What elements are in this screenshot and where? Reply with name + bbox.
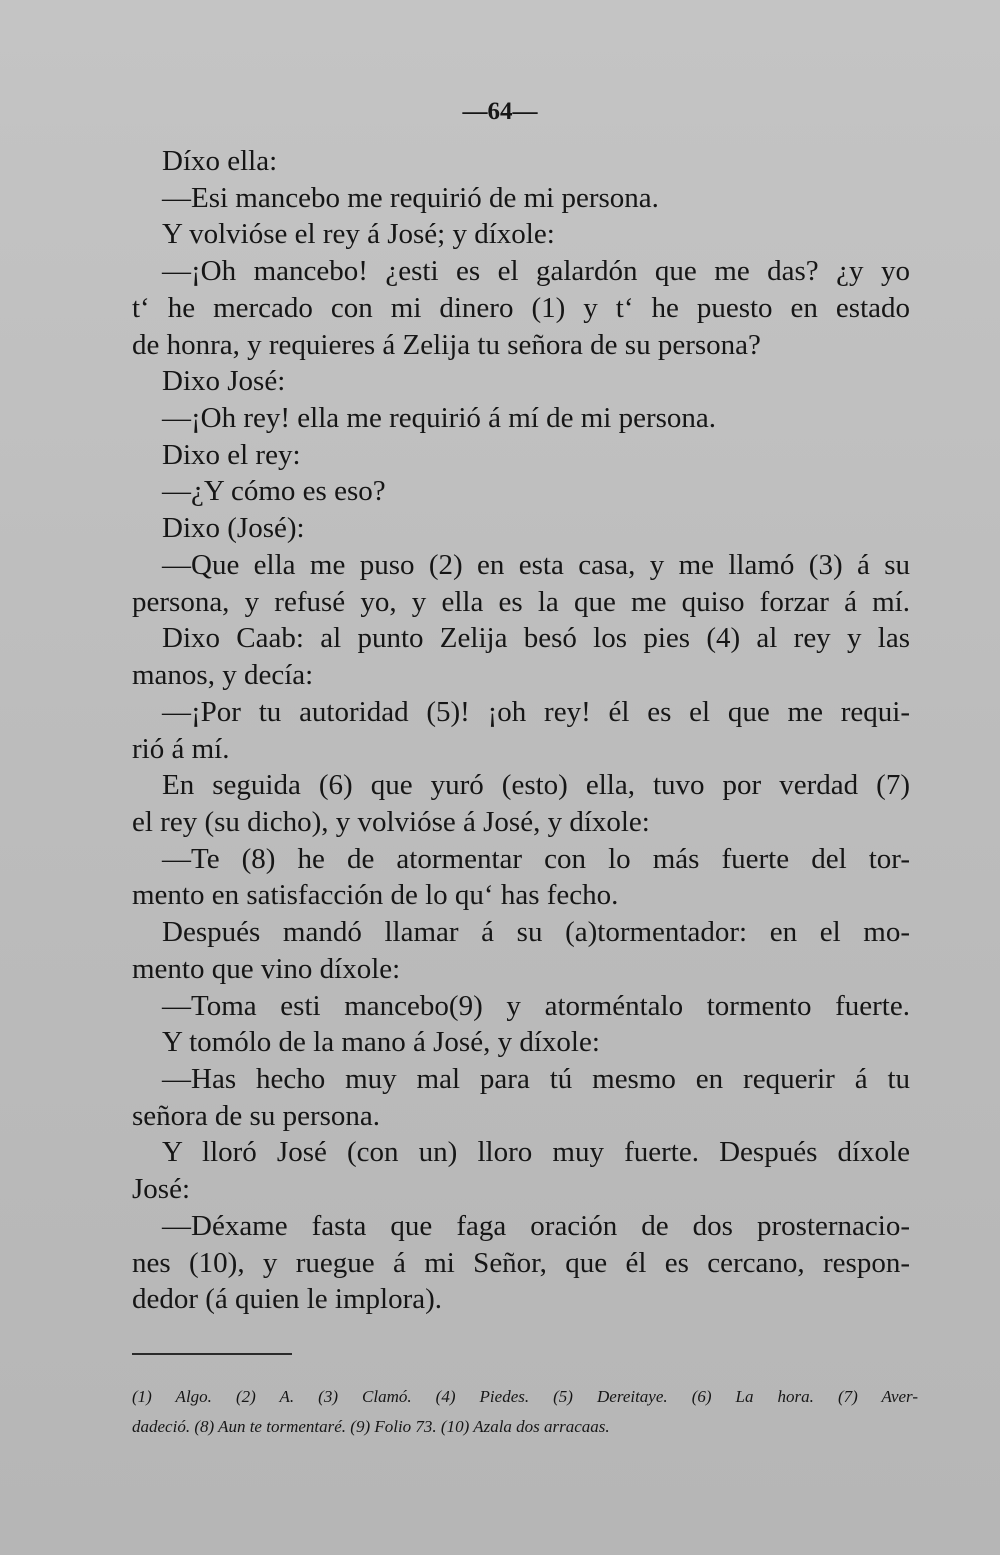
text-line: Y volvióse el rey á José; y díxole: (162, 218, 555, 251)
text-line: Dixo (José): (162, 512, 305, 545)
text-line: Dixo el rey: (162, 438, 301, 471)
text-line: mento en satisfacción de lo qu‘ has fecho. (132, 879, 619, 912)
body-text (132, 143, 910, 1318)
text-line: Dixo Caab: al punto Zelija besó los pies (4) al rey y las (162, 622, 910, 655)
text-line: —¡Oh rey! ella me requirió á mí de mi persona. (162, 402, 717, 435)
text-line: mento que vino díxole: (132, 952, 401, 985)
text-line: —Te (8) he de atormentar con lo más fuerte del tor- (162, 842, 910, 875)
text-line: Díxo ella: (162, 145, 278, 177)
text-line: Y lloró José (con un) lloro muy fuerte. Después díxole (162, 1136, 910, 1169)
text-line: —Toma esti mancebo(9) y atorméntalo tormento fuerte. (162, 989, 910, 1022)
page-number: —64— (462, 98, 538, 125)
text-line: Dixo José: (162, 365, 286, 398)
text-line: rió á mí. (132, 732, 230, 765)
text-line: —Has hecho muy mal para tú mesmo en requerir á tu (162, 1062, 910, 1095)
footnotes (132, 1382, 918, 1442)
text-line: dedor (á quien le implora). (132, 1283, 443, 1316)
text-line: —Que ella me puso (2) en esta casa, y me llamó (3) á su (162, 548, 910, 581)
text-line: —¡Oh mancebo! ¿esti es el galardón que me das? ¿y yo (162, 255, 910, 288)
text-line: el rey (su dicho), y volvióse á José, y díxole: (132, 805, 650, 838)
text-line: —Déxame fasta que faga oración de dos prosternacio- (162, 1209, 910, 1242)
text-line: persona, y refusé yo, y ella es la que me quiso forzar á mí. (132, 585, 910, 618)
footnote-divider (132, 1353, 292, 1355)
footnote-line: dadeció. (8) Aun te tormentaré. (9) Folio 73. (10) Azala dos arracaas. (132, 1417, 610, 1436)
text-line: —¡Por tu autoridad (5)! ¡oh rey! él es el que me requi- (162, 695, 910, 728)
text-line: En seguida (6) que yuró (esto) ella, tuvo por verdad (7) (162, 769, 910, 802)
text-line: Y tomólo de la mano á José, y díxole: (162, 1026, 600, 1059)
text-line: Después mandó llamar á su (a)tormentador: en el mo- (162, 916, 910, 949)
text-line: —¿Y cómo es eso? (162, 475, 386, 508)
text-line: —Esi mancebo me requirió de mi persona. (162, 181, 659, 214)
text-line: José: (132, 1173, 190, 1206)
footnote-line: (1) Algo. (2) A. (3) Clamó. (4) Piedes. (5) Dereitaye. (6) La hora. (7) Aver- (132, 1387, 918, 1406)
text-line: señora de su persona. (132, 1099, 381, 1132)
text-line: nes (10), y ruegue á mi Señor, que él es cercano, respon- (132, 1246, 910, 1279)
text-line: de honra, y requieres á Zelija tu señora de su persona? (132, 328, 761, 361)
text-line: manos, y decía: (132, 659, 314, 692)
text-line: t‘ he mercado con mi dinero (1) y t‘ he puesto en estado (132, 291, 910, 324)
